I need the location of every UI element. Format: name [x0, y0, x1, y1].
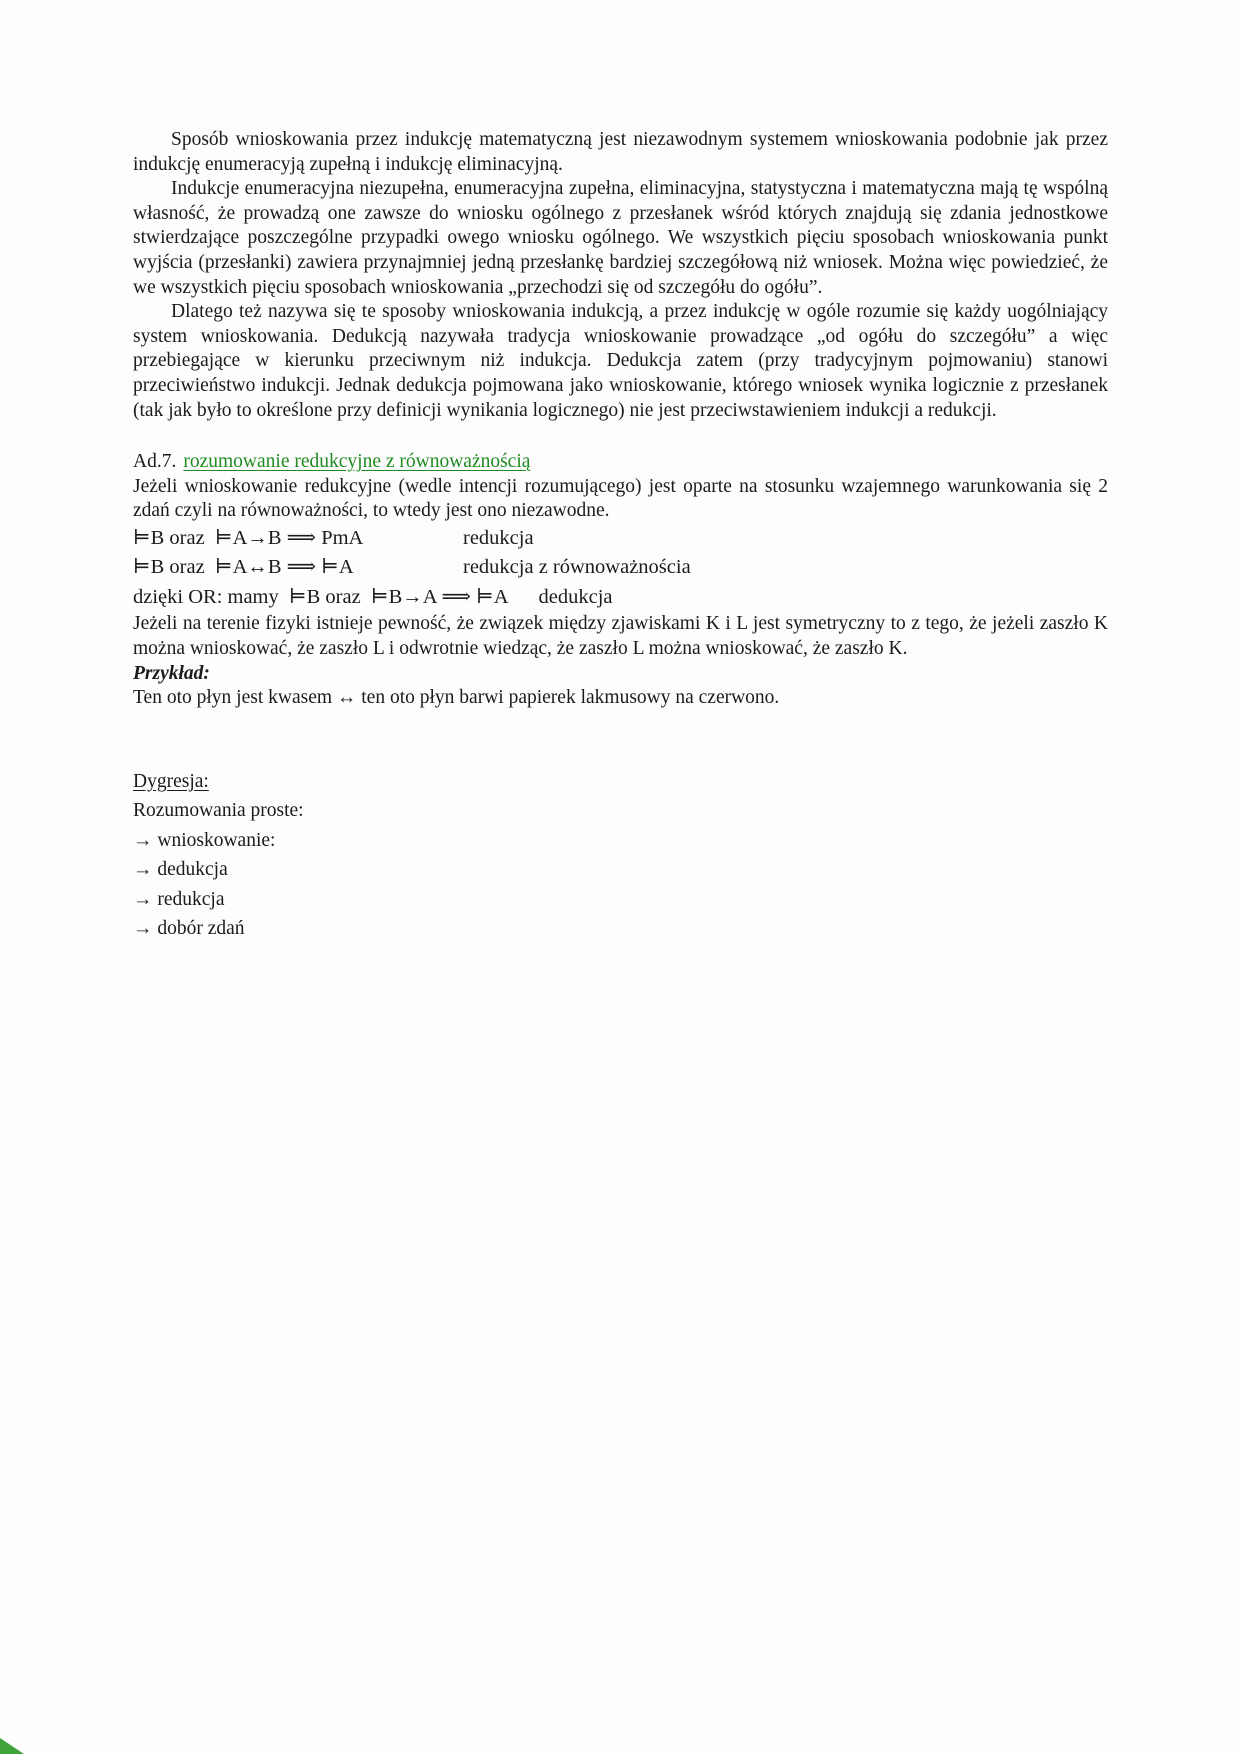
paragraph-induction-types: Indukcje enumeracyjna niezupełna, enumeracyjna zupełna, eliminacyjna, statystyczna i matematyczna mają tę wspólną własność, że prowadzą one zawsze do wniosku ogólnego z przesłanek wśród których znajdują się zdania jednostkowe stwierdzające poszczególne przypadki owego wniosku ogólnego. We wszystkich pięciu sposobach wnioskowania punkt wyjścia (przesłanki) zawiera przynajmniej jedną przesłankę bardziej szczegółową niż wniosek. Można więc powiedzieć, że we wszystkich pięciu sposobach wnioskowania „przechodzi się od szczegółu do ogółu”. — [133, 178, 1108, 298]
section-heading-ad7 — [133, 450, 1108, 475]
tree-item-dobor-zdan: → dobór zdań — [133, 918, 245, 940]
paragraph-induction-overview: Sposób wnioskowania przez indukcję matematyczną jest niezawodnym systemem wnioskowania podobnie jak przez indukcję enumeracyją zupełną i indukcję eliminacyjną. — [133, 129, 1108, 175]
section-number: Ad.7. — [133, 451, 177, 473]
digression-title: Dygresja: — [133, 770, 209, 792]
digression-section — [133, 767, 1108, 944]
formula-label: dedukcja — [538, 585, 613, 608]
example-text: Ten oto płyn jest kwasem ↔ ten oto płyn barwi papierek lakmusowy na czerwono. — [133, 687, 780, 709]
tree-item-dedukcja: → dedukcja — [133, 859, 228, 881]
formula-expression: dzięki OR: mamy ⊨B oraz ⊨B→A ⟹ ⊨A — [133, 585, 509, 608]
green-corner-mark — [0, 1738, 24, 1754]
section-title: rozumowanie redukcyjne z równoważnością — [183, 451, 531, 473]
section-intro: Jeżeli wnioskowanie redukcyjne (wedle intencji rozumującego) jest oparte na stosunku wzajemnego warunkowania się 2 zdań czyli na równoważności, to wtedy jest ono niezawodne. — [133, 475, 1108, 522]
formula-expression: ⊨B oraz ⊨A↔B ⟹ ⊨A — [133, 556, 354, 579]
formula-label: redukcja z równoważnościa — [463, 556, 691, 579]
formula-block — [133, 524, 1108, 613]
formula-expression: ⊨B oraz ⊨A→B ⟹ PmA — [133, 526, 364, 549]
paragraph-deduction-definition: Dlatego też nazywa się te sposoby wnioskowania indukcją, a przez indukcję w ogóle rozumie się każdy uogólniający system wnioskowania. Dedukcją nazywała tradycja wnioskowanie prowadzące „od ogółu do szczegółu” a więc przebiegające w kierunku przeciwnym niż indukcja. Dedukcja zatem (przy tradycyjnym pojmowaniu) stanowi przeciwieństwo indukcji. Jednak dedukcja pojmowana jako wnioskowanie, którego wniosek wynika logicznie z przesłanek (tak jak było to określone przy definicji wynikania logicznego) nie jest przeciwstawieniem indukcji a redukcji. — [133, 301, 1108, 421]
section-body-physics: Jeżeli na terenie fizyki istnieje pewność, że związek między zjawiskami K i L jest symetryczny to z tego, że jeżeli zaszło K można wnioskować, że zaszło L i odwrotnie wiedząc, że zaszło L można wnioskować, że zaszło K. — [133, 613, 1108, 659]
digression-subtitle: Rozumowania proste: — [133, 800, 304, 822]
formula-row-reduction-equivalence — [133, 553, 1108, 583]
formula-row-deduction — [133, 583, 1108, 613]
formula-row-reduction — [133, 524, 1108, 554]
formula-label: redukcja — [463, 526, 534, 549]
tree-item-wnioskowanie: → wnioskowanie: — [133, 829, 276, 851]
example-label: Przykład: — [133, 662, 210, 684]
tree-item-redukcja: → redukcja — [133, 888, 225, 910]
